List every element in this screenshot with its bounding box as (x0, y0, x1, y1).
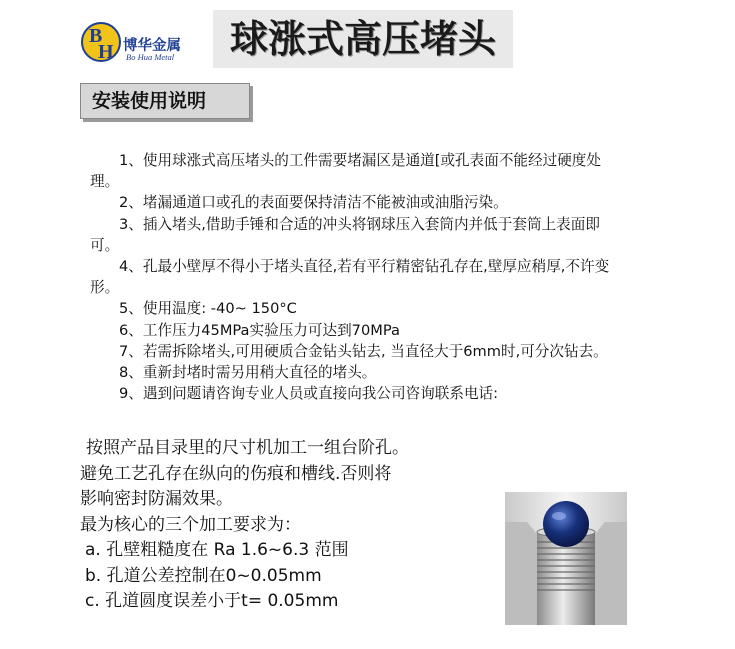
instruction-item: 7、若需拆除堵头,可用硬质合金钻头钻去, 当直径大于6mm时,可分次钻去。 (119, 342, 608, 360)
instruction-item: 2、堵漏通道口或孔的表面要保持清洁不能被油或油脂污染。 (119, 194, 508, 212)
instruction-item: 6、工作压力45MPa实验压力可达到70MPa (119, 321, 400, 339)
requirement-item: c. 孔道圆度误差小于t= 0.05mm (85, 591, 339, 611)
requirement-intro-line: 最为核心的三个加工要求为： (80, 514, 301, 535)
plug-installed-illustration (505, 492, 627, 625)
svg-text:B: B (89, 25, 103, 47)
machining-requirements (80, 436, 520, 615)
instruction-list (90, 150, 620, 404)
page-title: 球涨式高压堵头 (213, 10, 513, 68)
bh-logo-icon (80, 18, 122, 64)
instruction-item: 3、插入堵头,借助手锤和合适的冲头将钢球压入套筒内并低于套筒上表面即可。 (90, 215, 600, 254)
instruction-item: 5、使用温度: -40~ 150°C (119, 300, 297, 318)
requirement-item: a. 孔壁粗糙度在 Ra 1.6~6.3 范围 (85, 540, 349, 560)
svg-text:H: H (98, 41, 114, 63)
requirement-intro-line: 按照产品目录里的尺寸机加工一组台阶孔。 (86, 438, 409, 458)
requirement-intro-line: 影响密封防漏效果。 (80, 489, 233, 509)
instruction-item: 4、孔最小壁厚不得小于堵头直径,若有平行精密钻孔存在,壁厚应稍厚,不许变形。 (90, 258, 610, 297)
instruction-item: 8、重新封堵时需另用稍大直径的堵头。 (119, 364, 377, 382)
company-logo (80, 18, 200, 64)
instruction-item: 9、遇到问题请咨询专业人员或直接向我公司咨询联系电话: (119, 385, 499, 403)
requirement-item: b. 孔道公差控制在0~0.05mm (85, 565, 322, 586)
logo-chinese-name: 博华金属 (123, 38, 181, 54)
section-heading: 安装使用说明 (92, 90, 207, 112)
logo-english-name: Bo Hua Metal (126, 52, 175, 62)
requirement-intro-line: 避免工艺孔存在纵向的伤痕和槽线.否则将 (80, 463, 392, 484)
instruction-item: 1、使用球涨式高压堵头的工件需要堵漏区是通道[或孔表面不能经过硬度处理。 (90, 152, 601, 191)
